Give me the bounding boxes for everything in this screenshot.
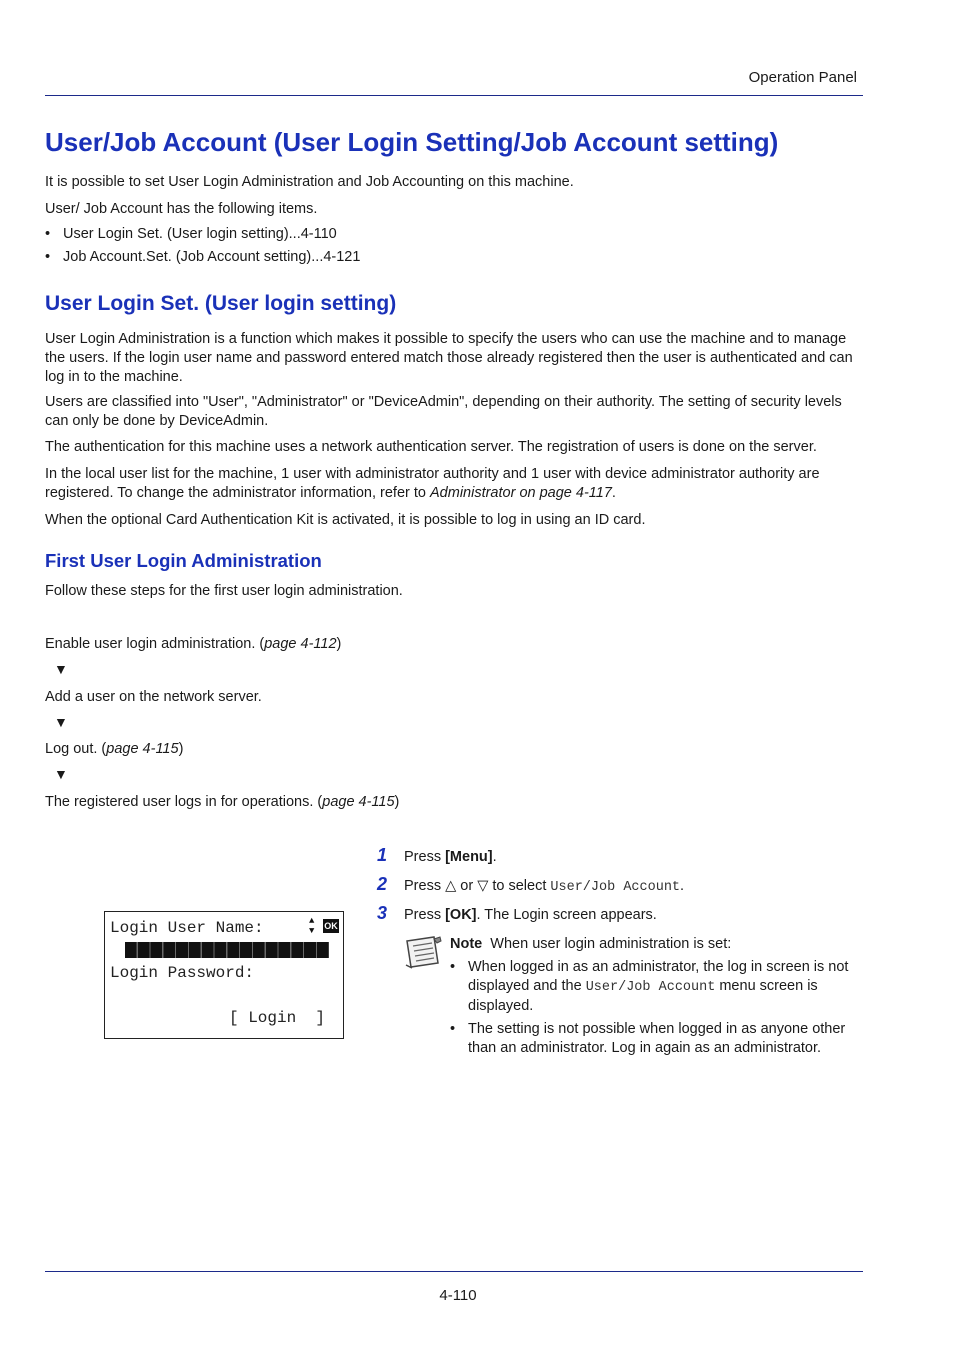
lcd-password-label: Login Password: [110, 964, 255, 982]
flow-step-end: ) [336, 636, 342, 652]
note-title [450, 936, 731, 952]
intro-list-item-text: User Login Set. (User login setting)...4-110 [63, 226, 337, 242]
bullet-dot: • [450, 959, 456, 975]
step-text-part: . [680, 878, 685, 894]
note-label: Note [450, 936, 483, 952]
flow-step [45, 688, 863, 707]
administrator-reference-link[interactable]: Administrator on page 4-117 [430, 485, 612, 501]
section-paragraph-4-end: . [611, 485, 616, 501]
section-paragraph-1: User Login Administration is a function which makes it possible to specify the users who can use the machine and to manage the users. If the login user name and password entered match those already registered then the user is authenticated and can log in to the machine. [45, 331, 853, 385]
note-list-item-text: menu screen is displayed. [468, 978, 818, 1014]
section-paragraph-3: The authentication for this machine uses a network authentication server. The registration of users is done on the server. [45, 439, 817, 455]
step-number: 2 [377, 874, 388, 894]
note-list-item-text: When logged in as an administrator, the log in screen is not displayed and the [468, 959, 849, 994]
intro-list-item [45, 226, 337, 242]
up-down-arrows-icon: ▲ ▼ [309, 916, 315, 936]
page-number: 4-110 [439, 1287, 477, 1304]
flow-down-arrow-icon: ▼ [54, 714, 68, 730]
page-title: User/Job Account (User Login Setting/Job Account setting) [45, 127, 779, 157]
ok-key-label: [OK] [445, 907, 477, 923]
menu-item-code: User/Job Account [585, 980, 716, 995]
bullet-dot: • [450, 1021, 456, 1037]
lcd-login-screen [104, 911, 344, 1039]
section-paragraph-2: Users are classified into "User", "Administrator" or "DeviceAdmin", depending on their authority. The setting of security levels can only be done by DeviceAdmin. [45, 394, 842, 429]
flow-step-page-link[interactable]: page 4-115 [106, 741, 179, 757]
note-list-item-text: The setting is not possible when logged in as anyone other than an administrator. Log in again as an administrator. [468, 1021, 846, 1056]
lcd-login-button: [ Login ] [229, 1009, 326, 1027]
flow-step-text: Add a user on the network server. [45, 689, 262, 705]
step-number: 1 [377, 845, 388, 865]
step-text-part: . [492, 849, 497, 865]
header-section-label: Operation Panel [748, 69, 857, 86]
ok-key-icon: OK [324, 921, 338, 931]
step-text-part: Press [404, 849, 446, 865]
subsection-intro: Follow these steps for the first user login administration. [45, 583, 403, 599]
intro-list-item-text: Job Account.Set. (Job Account setting)...4-121 [63, 249, 361, 265]
note-list-item [450, 958, 862, 1016]
lcd-username-label: Login User Name: [110, 919, 264, 937]
step-text-part: Press △ or ▽ to select [404, 878, 551, 894]
flow-down-arrow-icon: ▼ [54, 661, 68, 677]
intro-paragraph-2: User/ Job Account has the following items. [45, 201, 318, 217]
note-list-item [450, 1020, 862, 1058]
footer-rule [45, 1271, 863, 1272]
step-text [404, 878, 684, 895]
step-text-part: . The Login screen appears. [476, 907, 657, 923]
flow-step-end: ) [394, 794, 400, 810]
flow-step [45, 740, 863, 759]
section-heading: User Login Set. (User login setting) [45, 292, 397, 315]
intro-list-item [45, 249, 360, 265]
flow-step-page-link[interactable]: page 4-112 [264, 636, 337, 652]
note-list [450, 958, 862, 1062]
flow-down-arrow-icon: ▼ [54, 766, 68, 782]
note-title-text: When user login administration is set: [490, 936, 732, 952]
bullet-dot: • [45, 249, 51, 265]
flow-step-text: Enable user login administration. ( [45, 636, 265, 652]
flow-step [45, 635, 863, 654]
menu-item-code: User/Job Account [550, 880, 681, 895]
step-number: 3 [377, 903, 388, 923]
step-text-part: Press [404, 907, 446, 923]
section-paragraph-4 [45, 465, 863, 503]
step-text [404, 907, 657, 923]
flow-step-text: Log out. ( [45, 741, 107, 757]
flow-step [45, 793, 863, 812]
menu-key-label: [Menu] [445, 849, 493, 865]
section-paragraph-4-text: In the local user list for the machine, 1 user with administrator authority and 1 user with device administrator authority are registered. To change the administrator information, refer to [45, 466, 820, 501]
lcd-username-input-field [125, 942, 329, 958]
section-paragraph-5: When the optional Card Authentication Kit is activated, it is possible to log in using an ID card. [45, 512, 646, 528]
flow-step-page-link[interactable]: page 4-115 [322, 794, 395, 810]
intro-paragraph-1: It is possible to set User Login Administration and Job Accounting on this machine. [45, 174, 574, 190]
bullet-dot: • [45, 226, 51, 242]
header-rule [45, 95, 863, 96]
flow-step-end: ) [178, 741, 184, 757]
subsection-heading: First User Login Administration [45, 550, 322, 571]
step-text [404, 849, 497, 865]
note-pad-icon [404, 935, 442, 969]
flow-step-text: The registered user logs in for operations. ( [45, 794, 323, 810]
